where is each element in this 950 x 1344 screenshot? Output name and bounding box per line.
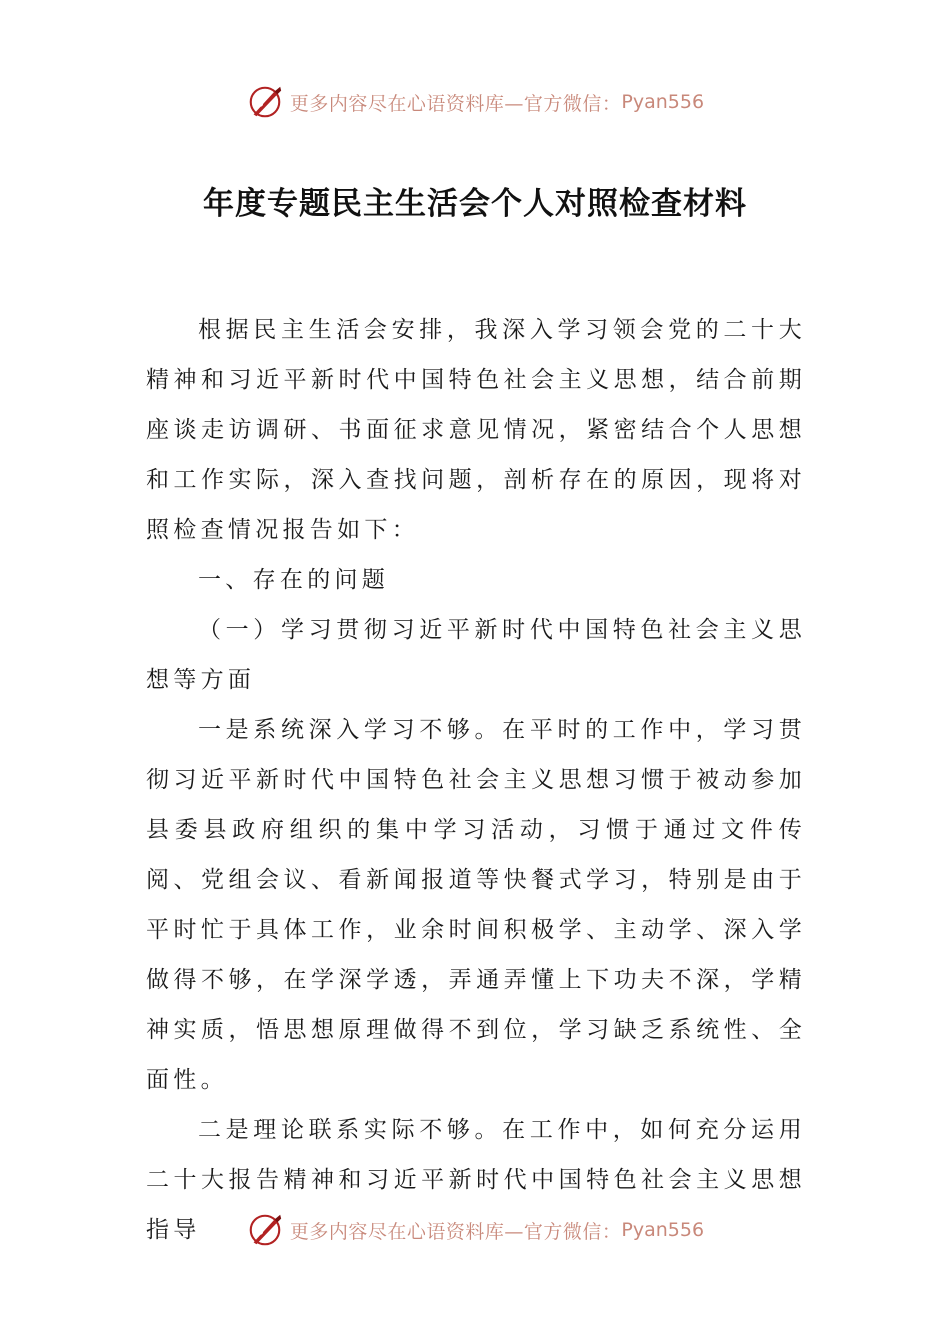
banner-text: 更多内容尽在心语资料库—官方微信：	[289, 1220, 622, 1243]
pen-logo-icon	[246, 83, 284, 121]
banner-text: 更多内容尽在心语资料库—官方微信：	[289, 92, 622, 115]
paragraph-intro: 根据民主生活会安排，我深入学习领会党的二十大精神和习近平新时代中国特色社会主义思想，结合前期座谈走访调研、书面征求意见情况，紧密结合个人思想和工作实际，深入查找问题，剖析存在的原因，现将对照检查情况报告如下：	[146, 317, 806, 543]
document-body	[146, 305, 806, 1255]
pen-logo-icon	[246, 1211, 284, 1249]
section-heading: 一、存在的问题	[198, 567, 390, 593]
header-watermark-banner	[0, 80, 950, 124]
subsection-heading: （一）学习贯彻习近平新时代中国特色社会主义思想等方面	[146, 617, 806, 693]
document-title: 年度专题民主生活会个人对照检查材料	[203, 186, 747, 222]
footer-watermark-banner	[0, 1208, 950, 1252]
paragraph-point-one: 一是系统深入学习不够。在平时的工作中，学习贯彻习近平新时代中国特色社会主义思想习惯于被动参加县委县政府组织的集中学习活动，习惯于通过文件传阅、党组会议、看新闻报道等快餐式学习，特别是由于平时忙于具体工作，业余时间积极学、主动学、深入学做得不够，在学深学透，弄通弄懂上下功夫不深，学精神实质，悟思想原理做得不到位，学习缺乏系统性、全面性。	[146, 717, 806, 1093]
banner-wechat-id: Pyan556	[621, 1219, 705, 1241]
paragraph-point-two: 二是理论联系实际不够。在工作中，如何充分运用二十大报告精神和习近平新时代中国特色社会主义思想指导	[146, 1117, 806, 1243]
banner-wechat-id: Pyan556	[621, 91, 705, 113]
